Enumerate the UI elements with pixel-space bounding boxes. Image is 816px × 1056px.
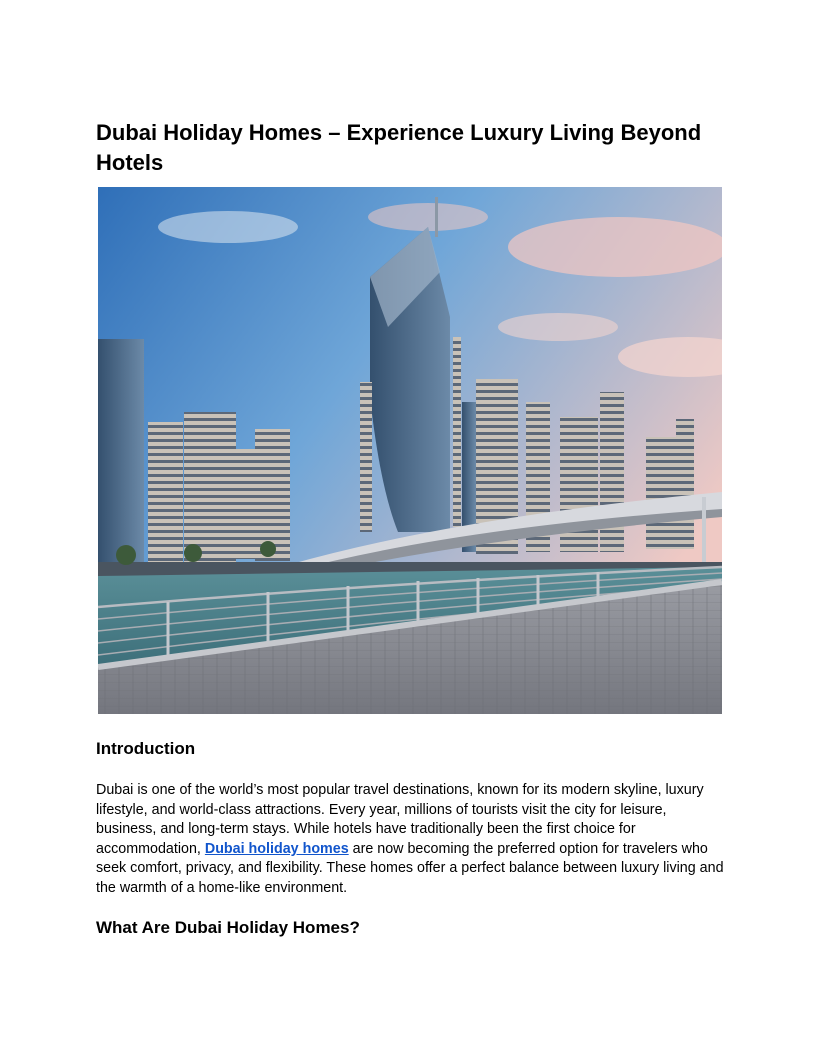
intro-text-part-2: are now becoming the preferred option for travelers who seek comfort, privacy, and flexibility. These homes offer a perfect balance between luxury living and the warmth of a home-like environment.: [96, 840, 724, 896]
page-title: Dubai Holiday Homes – Experience Luxury Living Beyond Hotels: [96, 120, 702, 175]
intro-text-part-1: Dubai is one of the world’s most popular travel destinations, known for its modern skyline, luxury lifestyle, and world-class attractions. Every year, millions of tourists visit the city for leisure, business, and long-term stays. While hotels have traditionally been the first choice for accommodation,: [96, 782, 704, 857]
dubai-holiday-homes-link[interactable]: Dubai holiday homes: [204, 840, 349, 857]
introduction-paragraph: [96, 781, 726, 899]
dubai-marina-photo: [98, 187, 722, 714]
what-are-heading: What Are Dubai Holiday Homes?: [96, 918, 360, 937]
introduction-heading: Introduction: [96, 739, 196, 758]
